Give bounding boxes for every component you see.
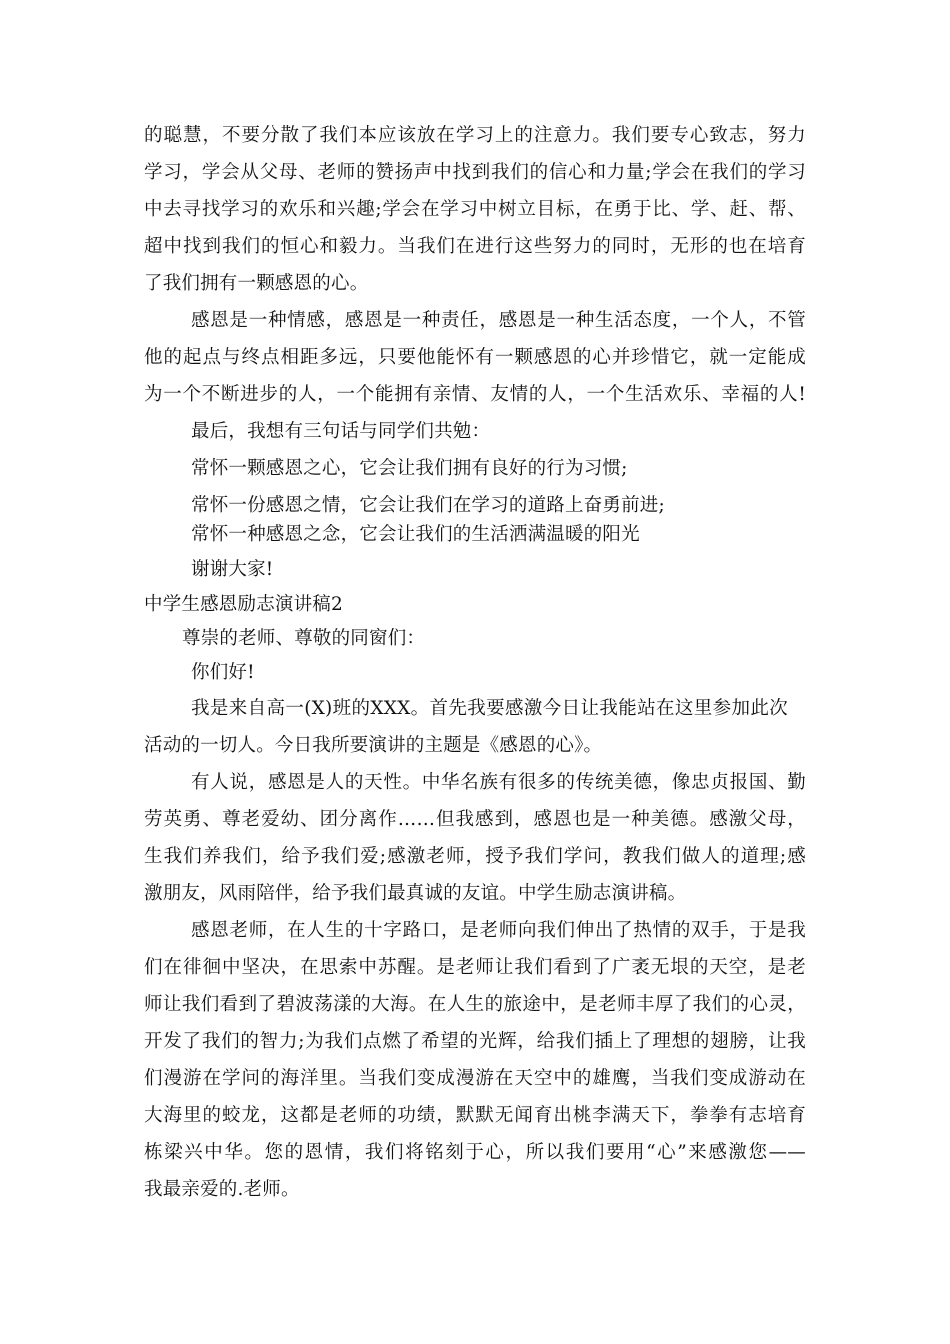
text-line: 谢谢大家! [191,559,274,580]
text-line: 开发了我们的智力;为我们点燃了希望的光辉，给我们插上了理想的翅膀，让我 [144,1031,806,1052]
text-line: 超中找到我们的恒心和毅力。当我们在进行这些努力的同时，无形的也在培育 [144,236,806,257]
text-line: 栋梁兴中华。您的恩情，我们将铭刻于心，所以我们要用“心”来感激您—— [144,1142,806,1163]
text-line: 的聪慧，不要分散了我们本应该放在学习上的注意力。我们要专心致志，努力 [144,125,806,146]
text-line: 学习，学会从父母、老师的赞扬声中找到我们的信心和力量;学会在我们的学习 [144,162,806,183]
text-line: 师让我们看到了碧波荡漾的大海。在人生的旅途中，是老师丰厚了我们的心灵， [144,994,806,1015]
salutation: 尊崇的老师、尊敬的同窗们： [182,628,426,649]
text-line: 大海里的蛟龙，这都是老师的功绩，默默无闻育出桃李满天下，拳拳有志培育 [144,1105,806,1126]
text-line: 感恩是一种情感，感恩是一种责任，感恩是一种生活态度，一个人，不管 [191,310,806,331]
text-line: 了我们拥有一颗感恩的心。 [144,273,369,294]
text-line: 中去寻找学习的欢乐和兴趣;学会在学习中树立目标，在勇于比、学、赶、帮、 [144,199,806,220]
text-line: 常怀一颗感恩之心，它会让我们拥有良好的行为习惯; [191,458,628,479]
text-line: 为一个不断进步的人，一个能拥有亲情、友情的人，一个生活欢乐、幸福的人! [144,384,806,405]
text-line: 有人说，感恩是人的天性。中华名族有很多的传统美德，像忠贞报国、勤 [191,772,806,793]
text-line: 们在徘徊中坚决，在思索中苏醒。是老师让我们看到了广袤无垠的天空，是老 [144,957,806,978]
text-line: 们漫游在学问的海洋里。当我们变成漫游在天空中的雄鹰，当我们变成游动在 [144,1068,806,1089]
text-line: 他的起点与终点相距多远，只要他能怀有一颗感恩的心并珍惜它，就一定能成 [144,347,806,368]
text-line: 常怀一份感恩之情，它会让我们在学习的道路上奋勇前进; [191,495,665,516]
text-line: 我是来自高一(X)班的XXX。首先我要感激今日让我能站在这里参加此次 [191,698,788,719]
greeting: 你们好! [191,662,255,683]
text-line: 我最亲爱的.老师。 [144,1179,300,1200]
text-line: 活动的一切人。今日我所要演讲的主题是《感恩的心》。 [144,735,603,756]
text-line: 常怀一种感恩之念，它会让我们的生活洒满温暖的阳光 [191,524,640,545]
text-line: 最后，我想有三句话与同学们共勉： [191,421,491,442]
section-heading: 中学生感恩励志演讲稿2 [144,594,343,615]
text-line: 感恩老师，在人生的十字路口，是老师向我们伸出了热情的双手，于是我 [191,920,806,941]
text-line: 劳英勇、尊老爱幼、团分离作……但我感到，感恩也是一种美德。感激父母， [144,809,806,830]
text-line: 生我们养我们，给予我们爱;感激老师，授予我们学问，教我们做人的道理;感 [144,846,806,867]
text-line: 激朋友，风雨陪伴，给予我们最真诚的友谊。中学生励志演讲稿。 [144,883,687,904]
